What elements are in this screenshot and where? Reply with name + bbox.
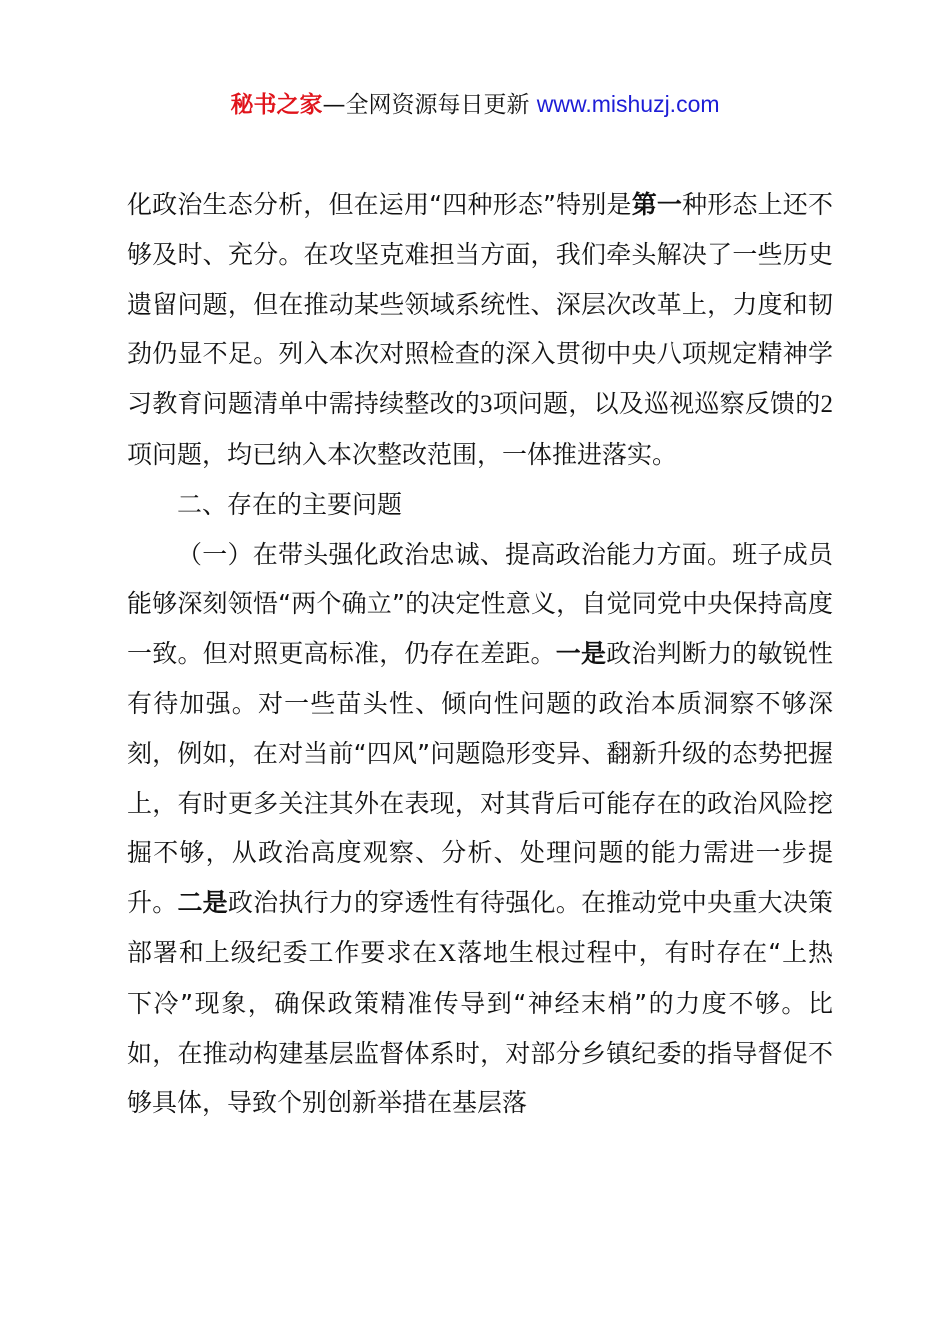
emphasis-one: 一是 bbox=[555, 639, 607, 669]
paragraph-continuation: 化政治生态分析，但在运用“四种形态”特别是第一种形态上还不够及时、充分。在攻坚克难担当方面，我们牵头解决了一些历史遗留问题，但在推动某些领域系统性、深层次改革上，力度和韧劲仍显不足。列入本次对照检查的深入贯彻中央八项规定精神学习教育问题清单中需持续整改的3项问题，以及巡视巡察反馈的2项问题，均已纳入本次整改范围，一体推进落实。 bbox=[127, 190, 833, 469]
watermark-header bbox=[0, 88, 950, 121]
document-body bbox=[127, 180, 833, 1128]
emphasis-two: 二是 bbox=[177, 888, 228, 918]
emphasis-first: 第一 bbox=[631, 190, 683, 219]
site-slogan: —全网资源每日更新 bbox=[322, 92, 537, 118]
site-brand: 秘书之家 bbox=[230, 92, 323, 118]
site-url[interactable]: www.mishuzj.com bbox=[536, 91, 720, 117]
section-heading: 二、存在的主要问题 bbox=[177, 489, 403, 519]
paragraph-political-loyalty: （一）在带头强化政治忠诚、提高政治能力方面。班子成员能够深刻领悟“两个确立”的决定性意义，自觉同党中央保持高度一致。但对照更高标准，仍存在差距。一是政治判断力的敏锐性有待加强。对一些苗头性、倾向性问题的政治本质洞察不够深刻，例如，在对当前“四风”问题隐形变异、翻新升级的态势把握上，有时更多关注其外在表现，对其背后可能存在的政治风险挖掘不够，从政治高度观察、分析、处理问题的能力需进一步提升。二是政治执行力的穿透性有待强化。在推动党中央重大决策部署和上级纪委工作要求在X落地生根过程中，有时存在“上热下冷”现象，确保政策精准传导到“神经末梢”的力度不够。比如，在推动构建基层监督体系时，对部分乡镇纪委的指导督促不够具体，导致个别创新举措在基层落 bbox=[127, 539, 833, 1118]
